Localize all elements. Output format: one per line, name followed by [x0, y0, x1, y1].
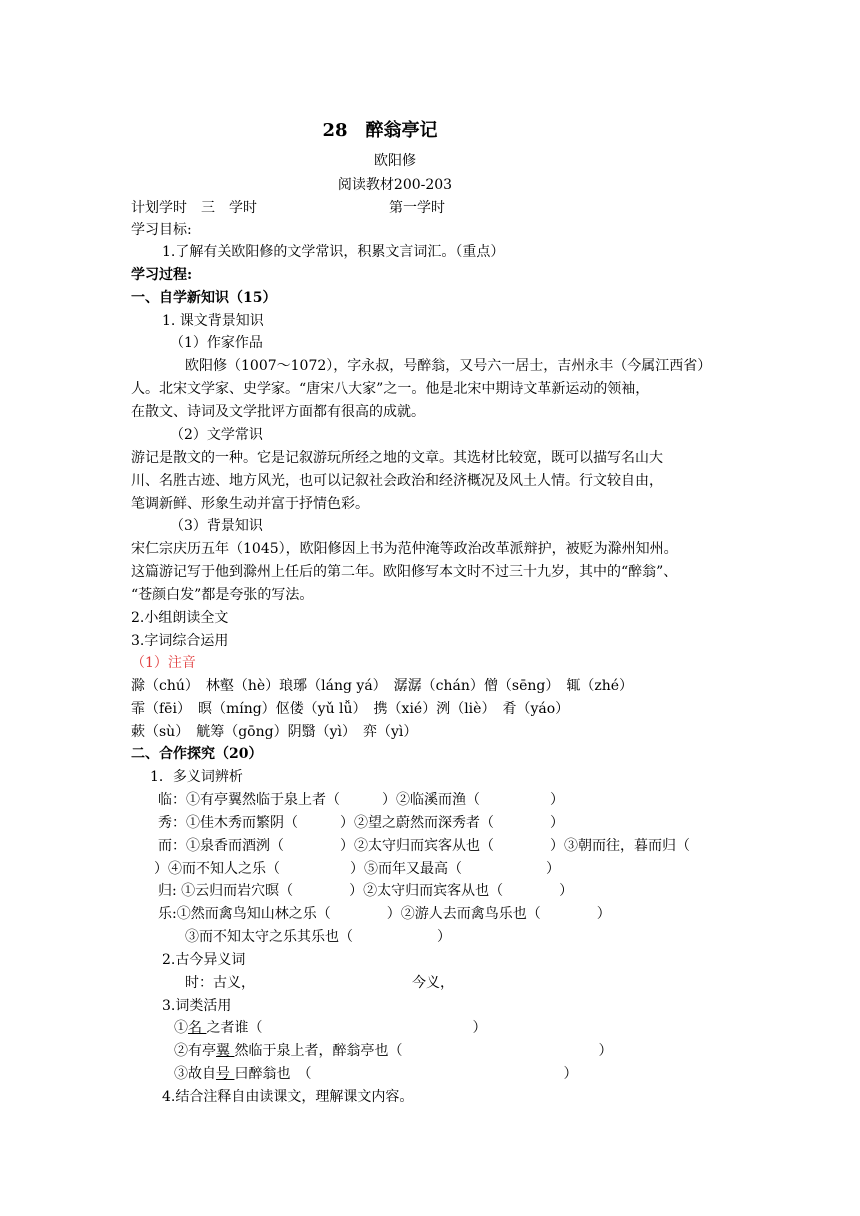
exercise-line-xiu: 秀：①佳木秀而繁阴（ ）②望之蔚然而深秀者（ ） — [158, 815, 564, 831]
underlined-word: 号 — [216, 1066, 235, 1082]
author-paragraph-line: 人。北宋文学家、史学家。“唐宋八大家”之一。他是北宋中期诗文革新运动的领袖， — [131, 381, 650, 397]
author-paragraph-line: 在散文、诗词及文学批评方面都有很高的成就。 — [131, 404, 425, 420]
subheading-vocabulary: 3.字词综合运用 — [131, 633, 229, 649]
subheading-free-reading: 4.结合注释自由读课文，理解课文内容。 — [162, 1089, 414, 1105]
subheading-ancient-modern: 2.古今异义词 — [162, 952, 246, 968]
literature-paragraph-line: 游记是散文的一种。它是记叙游玩所经之地的文章。其选材比较宽，既可以描写名山大 — [131, 450, 663, 466]
exercise-line-shi-ancient: 时：古义， — [185, 975, 255, 991]
section-heading-2: 二、合作探究（20） — [131, 746, 263, 762]
subheading-word-class: 3.词类活用 — [162, 998, 232, 1014]
subheading-background: 1. 课文背景知识 — [162, 313, 264, 329]
subheading-pronunciation: （1）注音 — [131, 655, 196, 671]
literature-paragraph-line: 笔调新鲜、形象生动并富于抒情色彩。 — [131, 496, 369, 512]
exercise-line-le-continued: ③而不知太守之乐其乐也（ ） — [185, 929, 451, 945]
exercise-line-word-class-3: ③故自号 曰醉翁也 （ ） — [174, 1066, 578, 1082]
process-heading: 学习过程: — [131, 267, 193, 283]
pinyin-line: 霏（fēi） 暝（míng）伛偻（yǔ lǚ） 携（xié）洌（liè） 肴（yáo） — [131, 701, 570, 717]
exercise-line-lin: 临：①有亭翼然临于泉上者（ ）②临溪而渔（ ） — [158, 792, 564, 808]
subheading-literature: （2）文学常识 — [170, 427, 263, 443]
subheading-group-reading: 2.小组朗读全文 — [131, 610, 229, 626]
literature-paragraph-line: 川、名胜古迹、地方风光，也可以记叙社会政治和经济概况及风土人情。行文较自由， — [131, 473, 663, 489]
exercise-line-word-class-1: ①名 之者谁（ ） — [174, 1020, 487, 1036]
exercise-line-er-continued: ）④而不知人之乐（ ）⑤而年又最高（ ） — [154, 861, 560, 877]
exercise-line-word-class-2: ②有亭翼 然临于泉上者，醉翁亭也（ ） — [174, 1043, 613, 1059]
exercise-line-shi-modern: 今义， — [412, 975, 454, 991]
background-paragraph-line: 宋仁宗庆历五年（1045），欧阳修因上书为范仲淹等政治改革派辩护，被贬为滁州知州。 — [131, 541, 678, 557]
plan-period: 第一学时 — [389, 200, 445, 216]
textbook-pages: 阅读教材200-203 — [337, 177, 453, 193]
goal-heading: 学习目标: — [131, 222, 192, 238]
subheading-polysemy: 1．多义词辨析 — [150, 769, 243, 785]
pinyin-line: 滁（chú） 林壑（hè）琅琊（láng yá） 潺潺（chán）僧（sēng） 辄（zhé） — [131, 678, 634, 694]
section-heading-1: 一、自学新知识（15） — [131, 290, 277, 306]
exercise-line-gui: 归: ①云归而岩穴暝（ ）②太守归而宾客从也（ ） — [158, 883, 574, 899]
author-name: 欧阳修 — [374, 153, 416, 169]
subheading-background-knowledge: （3）背景知识 — [170, 518, 263, 534]
plan-hours: 计划学时 三 学时 — [131, 200, 257, 216]
background-paragraph-line: 这篇游记写于他到滁州上任后的第二年。欧阳修写本文时不过三十九岁，其中的“醉翁”、 — [131, 564, 678, 580]
exercise-line-le: 乐:①然而禽鸟知山林之乐（ ）②游人去而禽鸟乐也（ ） — [158, 906, 611, 922]
lesson-title: 28 醉翁亭记 — [322, 120, 438, 141]
pinyin-line: 蔌（sù） 觥筹（gōng）阴翳（yì） 弈（yì） — [131, 724, 418, 740]
goal-item-1: 1.了解有关欧阳修的文学常识，积累文言词汇。（重点） — [162, 244, 505, 260]
underlined-word: 名 — [188, 1020, 207, 1036]
exercise-line-er: 而：①泉香而酒洌（ ）②太守归而宾客从也（ ）③朝而往，暮而归（ — [158, 838, 690, 854]
subheading-author-works: （1）作家作品 — [170, 335, 263, 351]
underlined-word: 翼 — [216, 1043, 235, 1059]
author-paragraph-line: 欧阳修（1007～1072），字永叔，号醉翁，又号六一居士，吉州永丰（今属江西省） — [185, 358, 712, 374]
background-paragraph-line: “苍颜白发”都是夸张的写法。 — [131, 587, 314, 603]
